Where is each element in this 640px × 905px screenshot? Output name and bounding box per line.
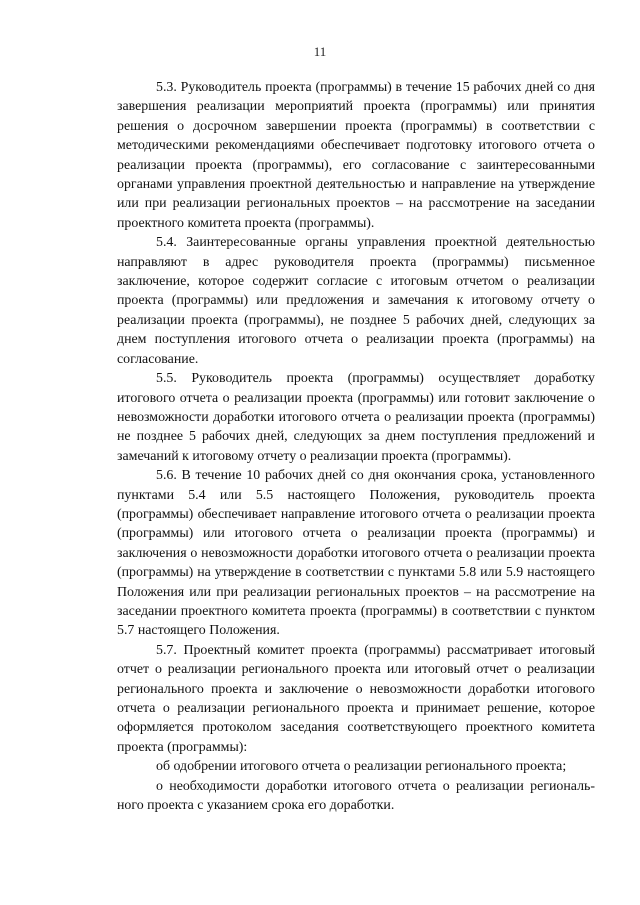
paragraph-5-6: 5.6. В течение 10 рабочих дней со дня окончания срока, установленного пунктами 5.4 или 5.5 настоящего Положения, руководитель проекта (программы) обеспечивает направление итогового отчета о реализации проекта (программы) или итогового отчета о реализации проекта (программы) и заключения о невозможности доработки итогового отчета о реализации проекта (программы) на утверждение в соответствии с пунктами 5.8 или 5.9 настоящего Положения или при реализации региональных проектов – на рассмотрение на заседании проектного комитета проекта (программы) в соответствии с пунктом 5.7 настоящего Положения.	[117, 468, 595, 639]
paragraph-5-5: 5.5. Руководитель проекта (программы) осуществляет доработку итогового отчета о реализации проекта (программы) или готовит заключение о невозможности доработки итогового отчета о реализации проекта (программы) не позднее 5 рабочих дней, следующих за днем поступления предложений и замечаний к итоговому отчету о реализации проекта (программы).	[117, 371, 595, 464]
paragraph-5-4: 5.4. Заинтересованные органы управления проектной деятельностью направляют в адрес руководителя проекта (программы) письменное заключение, которое содержит согласие с итоговым отчетом о реализации проекта (программы) или предложения и замечания к итоговому отчету о реализации проекта (программы), не позднее 5 рабочих дней, следующих за днем поступления итогового отчета о реализации проекта (программы) на согласование.	[117, 235, 595, 367]
document-body	[117, 78, 595, 815]
list-item-revision: о необходимости доработки итогового отчета о реализации регионального проекта с указанием срока его доработки.	[117, 778, 595, 814]
page-number: 11	[313, 44, 327, 59]
list-item-approval: об одобрении итогового отчета о реализации регионального проекта;	[156, 759, 567, 775]
paragraph-5-3: 5.3. Руководитель проекта (программы) в течение 15 рабочих дней со дня завершения реализации мероприятий проекта (программы) или принятия решения о досрочном завершении проекта (программы) в соответствии с методическими рекомендациями обеспечивает подготовку итогового отчета о реализации проекта (программы), его согласование с заинтересованными органами управления проектной деятельностью и направление на утверждение или при реализации региональных проектов – на рассмотрение на заседании проектного комитета проекта (программы).	[117, 80, 595, 231]
paragraph-5-7: 5.7. Проектный комитет проекта (программы) рассматривает итоговый отчет о реализации регионального проекта или итоговый отчет о реализации регионального проекта и заключение о невозможности доработки итогового отчета о реализации регионального проекта и принимает решение, которое оформляется протоколом заседания соответствующего проектного комитета проекта (программы):	[117, 642, 595, 755]
